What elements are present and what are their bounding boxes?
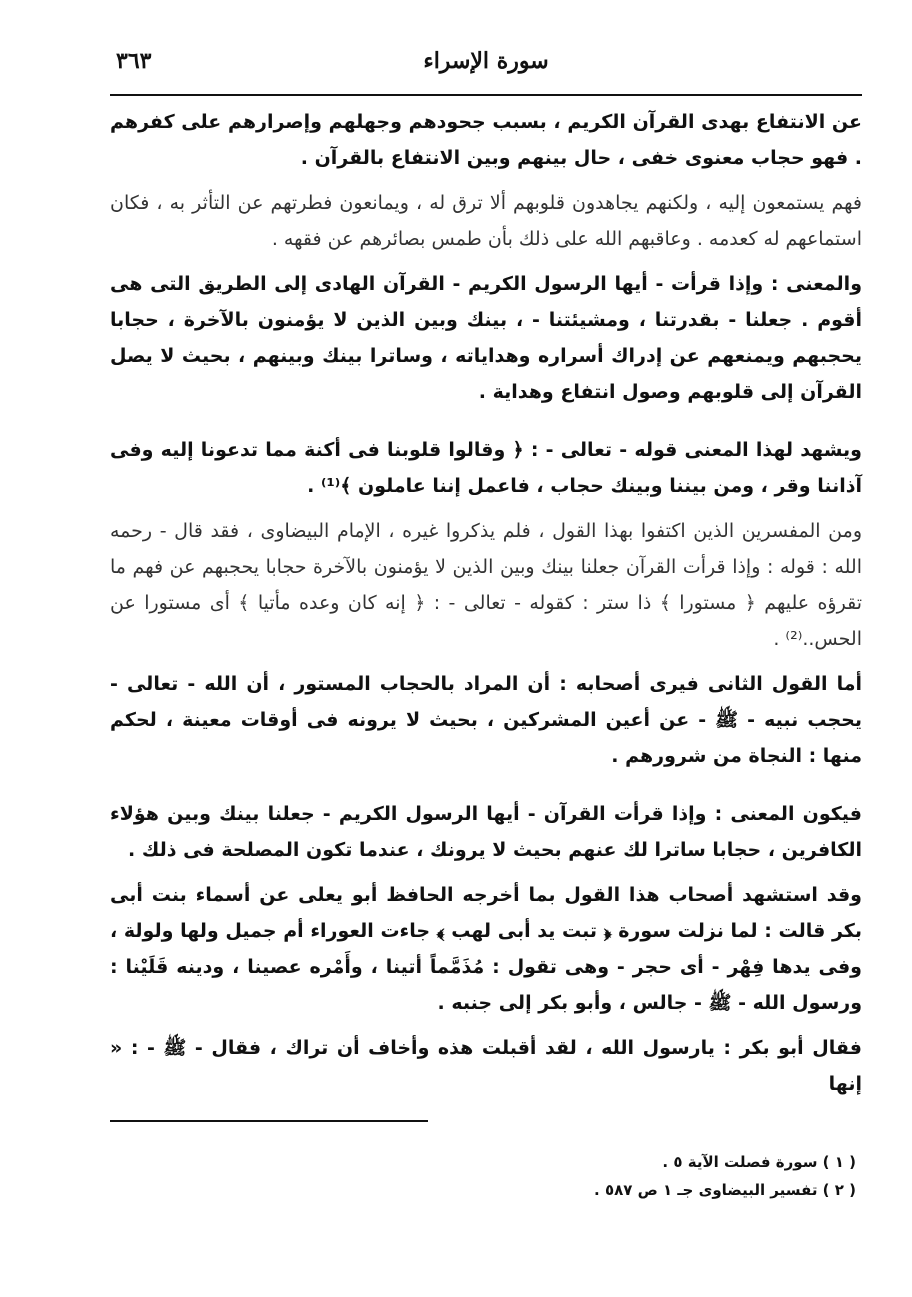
page-header xyxy=(110,46,862,86)
page-number: ٣٦٣ xyxy=(116,48,152,74)
paragraph-2: فهم يستمعون إليه ، ولكنهم يجاهدون قلوبهم ألا ترق له ، ويمانعون فطرتهم عن التأثر به ، فكان استماعهم له كعدمه . وعاقبهم الله على ذلك بأن طمس بصائرهم عن فقهه . xyxy=(110,192,862,250)
paragraph-5: ومن المفسرين الذين اكتفوا بهذا القول ، فلم يذكروا غيره ، الإمام البيضاوى ، فقد قال - رحمه الله : قوله : وإذا قرأت القرآن جعلنا بينك وبين الذين لا يؤمنون بالآخرة حجابا يحجبهم عن فهم ما تقرؤه عليهم ﴿ مستورا ﴾ ذا ستر : كقوله - تعالى - : ﴿ إنه كان وعده مأتيا ﴾ أى مستورا عن الحس..⁽²⁾ . xyxy=(110,520,862,650)
paragraph-8: وقد استشهد أصحاب هذا القول بما أخرجه الحافظ أبو يعلى عن أسماء بنت أبى بكر قالت : لما نزلت سورة ﴿ تبت يد أبى لهب ﴾ جاءت العوراء أم جميل ولها ولولة ، وفى يدها فِهْر - أى حجر - وهى تقول : مُذَمَّماً أتينا ، وأَمْره عصينا ، ودينه قَلَيْنا : ورسول الله - ﷺ - جالس ، وأبو بكر إلى جنبه . xyxy=(110,884,862,1014)
paragraph-4: ويشهد لهذا المعنى قوله - تعالى - : ﴿ وقالوا قلوبنا فى أكنة مما تدعونا إليه وفى آذاننا وقر ، ومن بيننا وبينك حجاب ، فاعمل إننا عاملون ﴾⁽¹⁾ . xyxy=(110,439,862,497)
footnotes xyxy=(156,1148,856,1204)
paragraph-1: عن الانتفاع بهدى القرآن الكريم ، بسبب جحودهم وجهلهم وإصرارهم على كفرهم . فهو حجاب معنوى خفى ، حال بينهم وبين الانتفاع بالقرآن . xyxy=(110,111,862,169)
footnote-divider xyxy=(110,1120,428,1122)
paragraph-9: فقال أبو بكر : يارسول الله ، لقد أقبلت هذه وأخاف أن تراك ، فقال - ﷺ - : « إنها xyxy=(110,1037,862,1095)
header-divider xyxy=(110,94,862,96)
paragraph-6: أما القول الثانى فيرى أصحابه : أن المراد بالحجاب المستور ، أن الله - تعالى - يحجب نبيه - ﷺ - عن أعين المشركين ، بحيث لا يرونه فى أوقات معينة ، لحكم منها : النجاة من شرورهم . xyxy=(110,673,862,767)
main-text xyxy=(110,104,862,1111)
book-page xyxy=(110,0,862,1297)
footnote-2: ( ٢ ) تفسير البيضاوى جـ ١ ص ٥٨٧ . xyxy=(594,1181,856,1199)
paragraph-3: والمعنى : وإذا قرأت - أيها الرسول الكريم - القرآن الهادى إلى الطريق التى هى أقوم . جعلنا - بقدرتنا ، ومشيئتنا - ، بينك وبين الذين لا يؤمنون بالآخرة ، حجابا يحجبهم ويمنعهم عن إدراك أسراره وهداياته ، وساترا بينك وبينهم ، بحيث لا يصل القرآن إلى قلوبهم وصول انتفاع وهداية . xyxy=(110,273,862,403)
surah-title: سورة الإسراء xyxy=(423,48,549,74)
paragraph-7: فيكون المعنى : وإذا قرأت القرآن - أيها الرسول الكريم - جعلنا بينك وبين هؤلاء الكافرين ، حجابا ساترا لك عنهم بحيث لا يرونك ، عندما تكون المصلحة فى ذلك . xyxy=(110,803,862,861)
footnote-1: ( ١ ) سورة فصلت الآية ٥ . xyxy=(662,1153,856,1171)
